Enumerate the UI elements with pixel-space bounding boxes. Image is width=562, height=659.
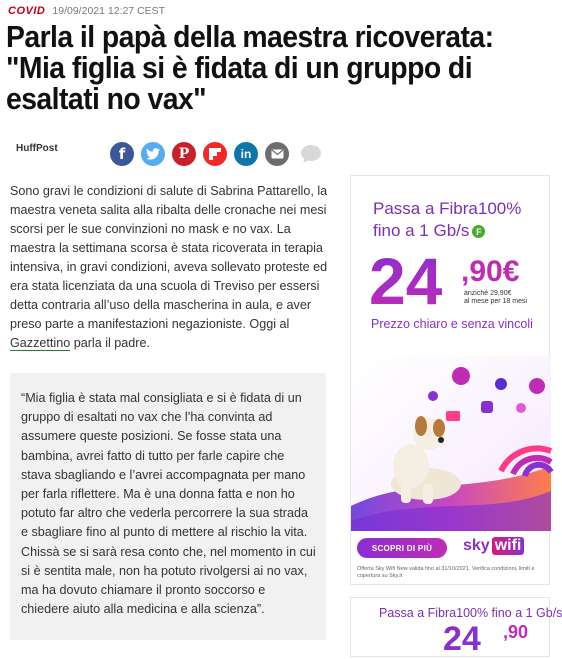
article-body <box>10 182 335 353</box>
pull-quote: “Mia figlia è stata mal consigliata e si è fidata di un gruppo di esaltati no vax che l’ha convinta ad assumere queste posizioni. Se fosse stata una bambina, avrei fatto di tutto per farle capire che stava sbagliando e l’avrei accompagnata per mano per farla riflettere. Ma è una donna fatta e non ho potuto far altro che vederla percorrere la sua strada e sbagliare fino al punto di mettere al rischio la vita. Chissà se si sarà resa conto che, nel momento in cui si è sentita male, non ha potuto rivolgersi ai no vax, ma ha dovuto chiamare il pronto soccorso e chiedere aiuto alla medicina e alla scienza”. <box>10 373 326 640</box>
flipboard-share-button[interactable] <box>203 142 227 166</box>
ad-illustration <box>351 356 551 531</box>
ad-cta-button[interactable]: SCOPRI DI PIÙ <box>357 538 447 558</box>
pinterest-share-button[interactable] <box>172 142 196 166</box>
body-text: Sono gravi le condizioni di salute di Sabrina Pattarello, la maestra veneta salita alla ribalta delle cronache nei mesi scorsi per le sue convinzioni no mask e no vax. La maestra la settimana scorsa è stata ricoverata in terapia intensiva, in gravi condizioni, aveva sollevato proteste ed era stata licenziata da una scuola di Treviso per essersi detta contraria all’uso della mascherina in aula, e aver preso parte a manifestazioni negazioniste. Oggi al <box>10 184 328 331</box>
body-text-end: parla il padre. <box>70 336 151 350</box>
source-label[interactable]: HuffPost <box>16 143 58 154</box>
category-label[interactable]: COVID <box>8 5 46 17</box>
comment-icon <box>300 144 322 164</box>
ad-price: 24 <box>369 244 443 318</box>
ad-headline-line1: Passa a Fibra100% <box>373 199 522 218</box>
ad-headline-line2: fino a 1 Gb/s <box>373 221 470 240</box>
comments-button[interactable] <box>300 144 322 169</box>
facebook-icon: f <box>118 145 126 163</box>
ad2-headline: Passa a Fibra100% fino a 1 Gb/s <box>379 606 562 620</box>
ad-headline <box>373 198 521 242</box>
fibra-badge-icon: F <box>472 225 485 238</box>
gazzettino-link[interactable]: Gazzettino <box>10 336 71 350</box>
share-bar <box>110 142 289 166</box>
brand-suffix: wifi <box>492 537 525 555</box>
email-share-button[interactable] <box>265 142 289 166</box>
linkedin-share-button[interactable] <box>234 142 258 166</box>
ad-legal-text: Offerta Sky Wifi New valida fino al 31/10/2021. Verifica condizioni, limiti e copertura su Sky.it <box>357 566 535 579</box>
ad2-price: 24 <box>443 620 481 658</box>
brand-name: sky <box>463 537 490 554</box>
advertisement-banner-2[interactable] <box>350 597 562 658</box>
flipboard-icon <box>209 148 221 160</box>
email-icon <box>271 149 284 159</box>
article-meta <box>8 4 165 18</box>
advertisement-banner[interactable] <box>350 175 550 585</box>
ad-old-price-line1: anziché 29,90€ <box>464 290 512 297</box>
ad-price-decimals: ,90€ <box>461 255 520 288</box>
ad-old-price <box>464 290 527 306</box>
twitter-icon <box>146 148 160 160</box>
ad-tagline: Prezzo chiaro e senza vincoli <box>371 317 533 331</box>
publish-date: 19/09/2021 12:27 CEST <box>52 5 166 17</box>
linkedin-icon: in <box>240 147 252 161</box>
twitter-share-button[interactable] <box>141 142 165 166</box>
facebook-share-button[interactable] <box>110 142 134 166</box>
ad-old-price-line2: al mese per 18 mesi <box>464 298 528 305</box>
pinterest-icon: P <box>178 146 190 162</box>
ad2-price-decimals: ,90 <box>503 622 529 642</box>
article-title: Parla il papà della maestra ricoverata: "Mia figlia si è fidata di un gruppo di esaltati no vax" <box>6 20 494 116</box>
ad-brand-logo <box>463 537 524 555</box>
